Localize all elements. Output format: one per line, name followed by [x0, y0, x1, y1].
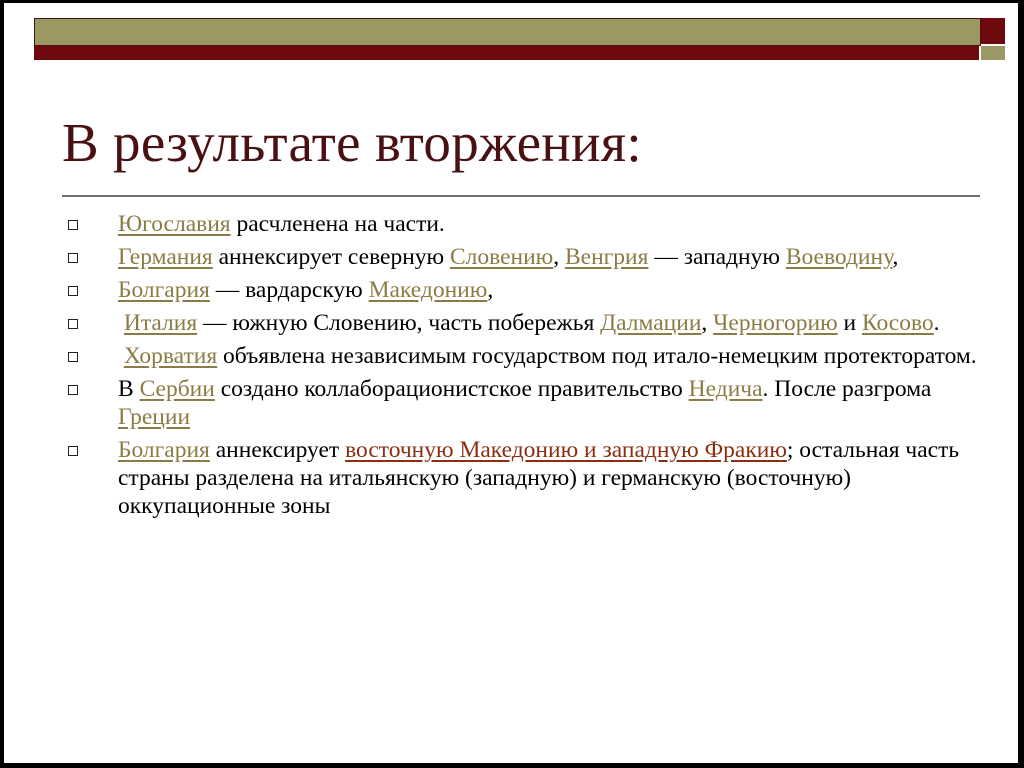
bullet-yugoslavia: [60, 210, 980, 238]
bullet-text: ,: [892, 244, 899, 270]
header-band-red: [34, 46, 979, 60]
hollow-square-bullet-icon: [68, 385, 78, 395]
link-vojvodina[interactable]: Воеводину: [785, 244, 893, 270]
bullet-text: создано коллаборационистское правительство: [214, 376, 689, 402]
link-kosovo[interactable]: Косово: [861, 310, 934, 336]
link-germany[interactable]: Германия: [118, 244, 213, 270]
link-east-macedonia-west-thrace[interactable]: восточную Македонию и западную Фракию: [345, 437, 787, 463]
hollow-square-bullet-icon: [68, 253, 78, 263]
title-divider: [62, 195, 980, 197]
link-nedic[interactable]: Недича: [688, 376, 763, 402]
header-band-olive: [34, 18, 981, 46]
link-bulgaria[interactable]: Болгария: [118, 277, 210, 303]
slide-title: В результате вторжения:: [62, 112, 642, 173]
link-montenegro[interactable]: Черногорию: [713, 310, 838, 336]
bullet-text: .: [933, 310, 940, 336]
bullet-germany: [60, 243, 980, 271]
bullet-text: ,: [701, 310, 714, 336]
link-serbia[interactable]: Сербии: [139, 376, 215, 402]
bullet-serbia: [60, 375, 980, 431]
bullet-text: — южную Словению, часть побережья: [197, 310, 601, 336]
link-bulgaria[interactable]: Болгария: [118, 437, 210, 463]
bullet-text: — западную: [648, 244, 786, 270]
hollow-square-bullet-icon: [68, 352, 78, 362]
bullet-text: В: [118, 376, 140, 402]
slide: [4, 3, 1018, 763]
bullet-croatia: [60, 342, 980, 370]
link-dalmatia[interactable]: Далмации: [600, 310, 702, 336]
bullet-italy: [60, 309, 980, 337]
corner-square-olive: [981, 46, 1005, 60]
bullet-text: аннексирует: [209, 437, 346, 463]
bullet-list: [60, 210, 980, 525]
bullet-text: аннексирует северную: [212, 244, 450, 270]
link-croatia[interactable]: Хорватия: [123, 343, 218, 369]
hollow-square-bullet-icon: [68, 446, 78, 456]
bullet-text: . После разгрома: [762, 376, 932, 402]
bullet-text: — вардарскую: [209, 277, 369, 303]
link-italy[interactable]: Италия: [123, 310, 198, 336]
bullet-bulgaria-thrace: [60, 436, 980, 520]
link-macedonia[interactable]: Македонию: [368, 277, 488, 303]
bullet-text: расчленена на части.: [230, 211, 445, 237]
bullet-bulgaria-vardar: [60, 276, 980, 304]
link-greece[interactable]: Греции: [118, 404, 191, 430]
bullet-text: объявлена независимым государством под итало-немецким протекторатом.: [217, 343, 977, 369]
bullet-text: ; остальная часть страны разделена на итальянскую (западную) и германскую (восточную) оккупационные зоны: [118, 437, 960, 519]
hollow-square-bullet-icon: [68, 220, 78, 230]
link-yugoslavia[interactable]: Югославия: [118, 211, 231, 237]
bullet-text: и: [837, 310, 862, 336]
bullet-text: ,: [487, 277, 494, 303]
hollow-square-bullet-icon: [68, 319, 78, 329]
corner-square-red: [981, 18, 1005, 44]
bullet-text: ,: [553, 244, 565, 270]
link-hungary[interactable]: Венгрия: [564, 244, 649, 270]
hollow-square-bullet-icon: [68, 286, 78, 296]
link-slovenia[interactable]: Словению: [449, 244, 554, 270]
